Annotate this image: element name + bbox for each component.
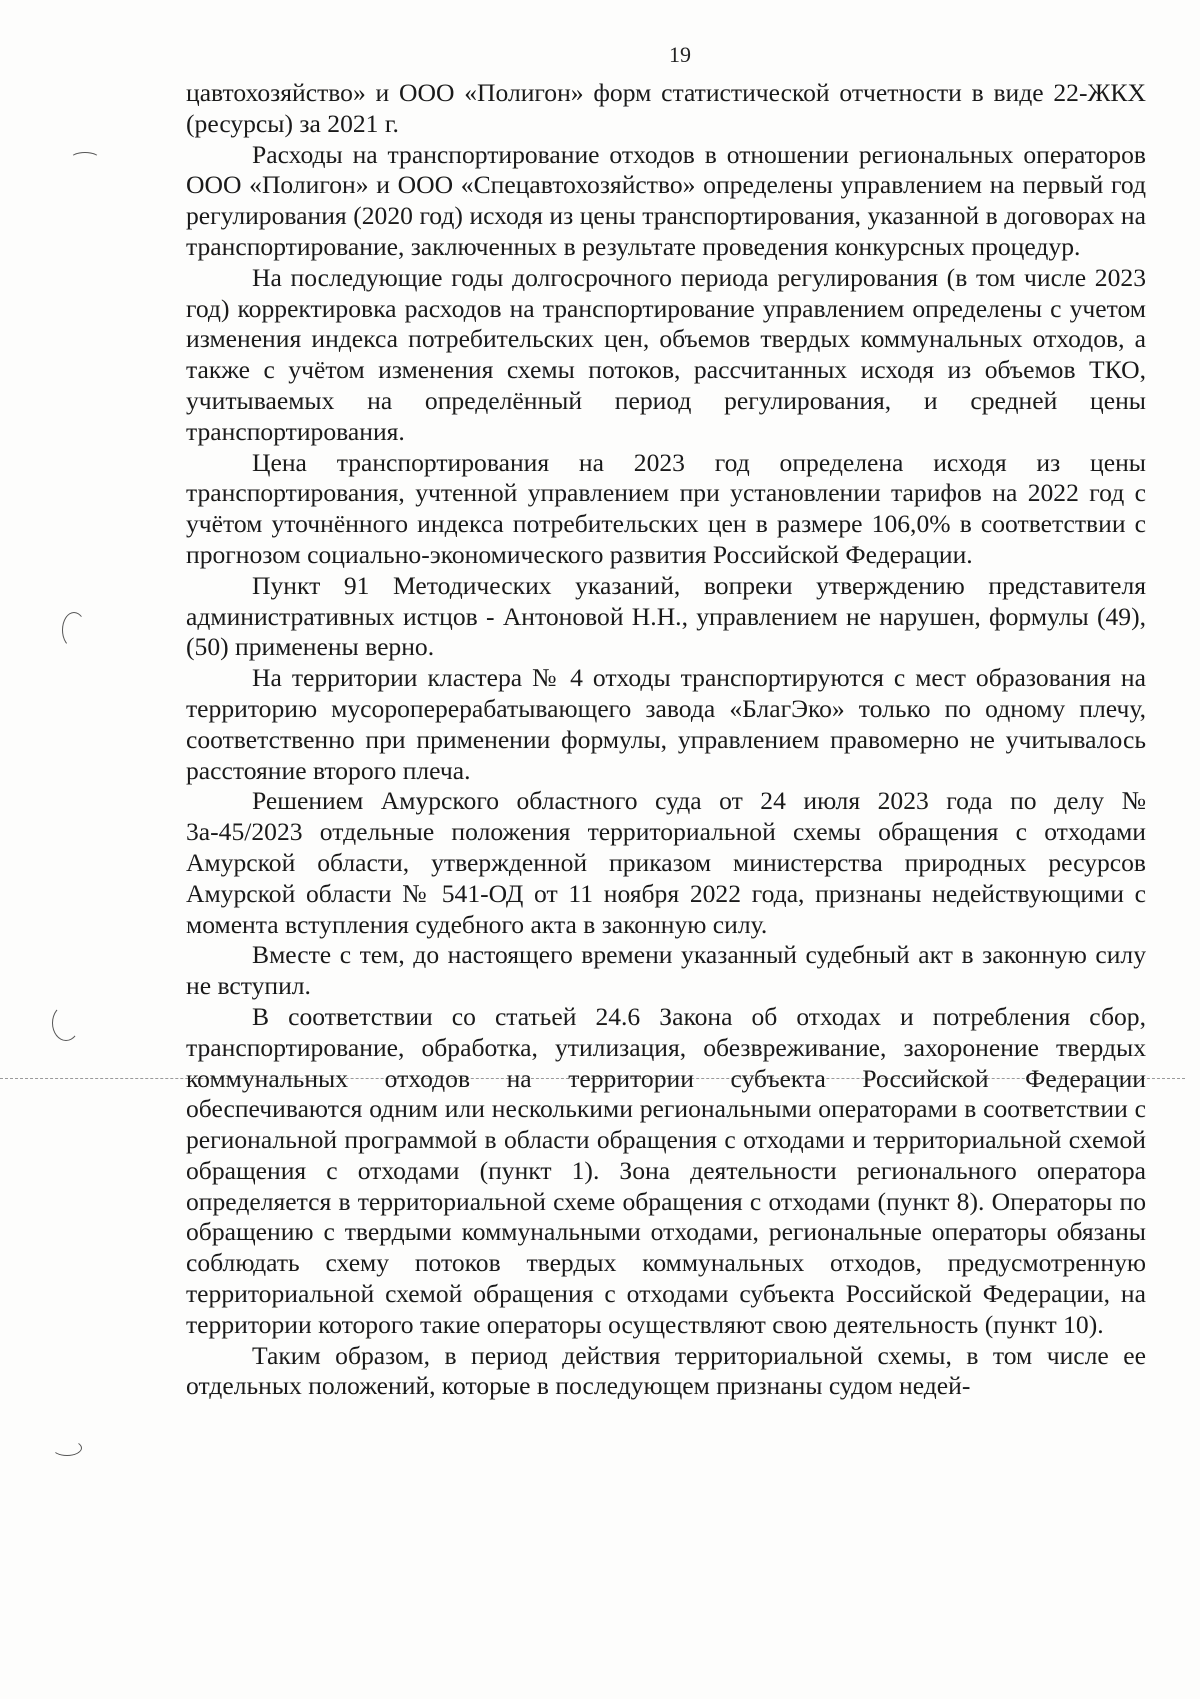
page-number: 19 — [669, 42, 691, 67]
paragraph: Вместе с тем, до настоящего времени указанный судебный акт в законную силу не вступил. — [186, 940, 1146, 1001]
scan-margin-mark — [52, 1440, 82, 1456]
paragraph: В соответствии со статьей 24.6 Закона об отходах и потребления сбор, транспортирование, обработка, утилизация, обезвреживание, захоронение твердых коммунальных отходов на территории субъекта Российской Федерации обеспечиваются одним или несколькими региональными операторами в соответствии с региональной программой в области обращения с отходами и территориальной схемой обращения с отходами (пункт 1). Зона деятельности регионального оператора определяется в территориальной схеме обращения с отходами (пункт 8). Операторы по обращению с твердыми коммунальными отходами, региональные операторы обязаны соблюдать схему потоков твердых коммунальных отходов, предусмотренную территориальной схемой обращения с отходами субъекта Российской Федерации, на территории которого такие операторы осуществляют свою деятельность (пункт 10). — [186, 1001, 1146, 1339]
paragraph: Расходы на транспортирование отходов в отношении региональных операторов ООО «Полигон» и ООО «Спецавтохозяйство» определены управлением на первый год регулирования (2020 год) исходя из цены транспортирования, указанной в договорах на транспортирование, заключенных в результате проведения конкурсных процедур. — [186, 139, 1146, 261]
paragraph: Цена транспортирования на 2023 год определена исходя из цены транспортирования, учтенной управлением при установлении тарифов на 2022 год с учётом уточнённого индекса потребительских цен в размере 106,0% в соответствии с прогнозом социально-экономического развития Российской Федерации. — [186, 447, 1146, 569]
paragraph: цавтохозяйство» и ООО «Полигон» форм статистической отчетности в виде 22-ЖКХ (ресурсы) за 2021 г. — [186, 78, 1146, 138]
paragraph: На последующие годы долгосрочного периода регулирования (в том числе 2023 год) корректировка расходов на транспортирование управлением определены с учетом изменения индекса потребительских цен, объемов твердых коммунальных отходов, а также с учётом изменения схемы потоков, рассчитанных исходя из объемов ТКО, учитываемых на определённый период регулирования, и средней цены транспортирования. — [186, 262, 1146, 446]
paragraph: На территории кластера № 4 отходы транспортируются с мест образования на территорию мусороперерабатывающего завода «БлагЭко» только по одному плечу, соответственно при применении формулы, управлением правомерно не учитывалось расстояние второго плеча. — [186, 663, 1146, 785]
paragraph: Пункт 91 Методических указаний, вопреки утверждению представителя административных истцов - Антоновой Н.Н., управлением не нарушен, формулы (49), (50) применены верно. — [186, 570, 1146, 662]
paragraph: Решением Амурского областного суда от 24 июля 2023 года по делу № 3а-45/2023 отдельные положения территориальной схемы обращения с отходами Амурской области, утвержденной приказом министерства природных ресурсов Амурской области № 541-ОД от 11 ноября 2022 года, признаны недействующими с момента вступления судебного акта в законную силу. — [186, 786, 1146, 939]
scan-margin-mark — [52, 1005, 80, 1041]
paragraph: Таким образом, в период действия территориальной схемы, в том числе ее отдельных положений, которые в последующем признаны судом недей- — [186, 1340, 1146, 1401]
scan-margin-mark — [70, 152, 100, 166]
scan-margin-mark — [62, 612, 86, 648]
document-body — [186, 78, 1146, 1402]
